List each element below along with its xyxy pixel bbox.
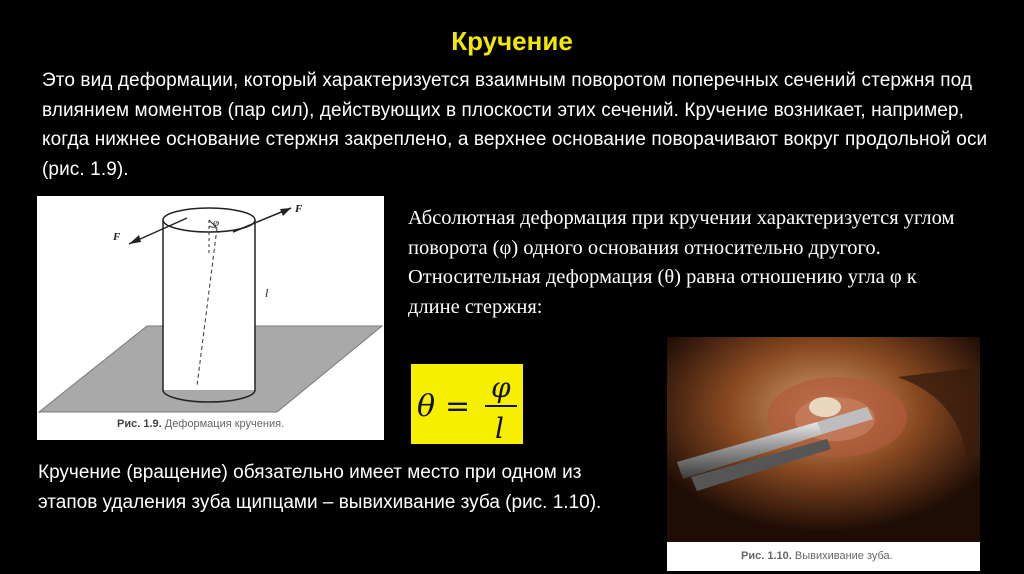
formula-equals: =: [445, 389, 471, 424]
figure-tooth-extraction-photo: [667, 337, 980, 571]
force-label-left: F: [113, 231, 121, 243]
extraction-paragraph: Кручение (вращение) обязательно имеет место при одном из этапов удаления зуба щипцами – вывихивание зуба (рис. 1.10).: [38, 462, 602, 513]
force-label-right: F: [295, 203, 303, 215]
slide-title: Кручение: [451, 26, 573, 56]
torsion-drawing: [37, 196, 384, 440]
angle-label: φ: [213, 217, 220, 229]
figure2-caption: Рис. 1.10. Вывихивание зуба.: [741, 550, 893, 562]
tooth: [809, 397, 841, 417]
formula-denominator: l: [495, 412, 504, 444]
figure-torsion-diagram: [37, 196, 384, 440]
figure1-caption: Рис. 1.9. Деформация кручения.: [117, 418, 285, 430]
deformation-description: Абсолютная деформация при кручении характеризуется углом поворота (φ) одного основания относительно другого. Относительная деформация (θ) равна отношению угла φ к длине стержня:: [408, 207, 955, 318]
torsion-formula: [411, 364, 523, 444]
formula-theta: θ: [417, 389, 436, 424]
length-label: l: [265, 286, 269, 300]
formula-numerator: φ: [491, 371, 511, 404]
intro-paragraph: Это вид деформации, который характеризуется взаимным поворотом поперечных сечений стержня под влиянием моментов (пар сил), действующих в плоскости этих сечений. Кручение возникает, например, когда нижнее основание стержня закреплено, а верхнее основание поворачивают вокруг продольной оси (рис. 1.9).: [42, 70, 988, 180]
